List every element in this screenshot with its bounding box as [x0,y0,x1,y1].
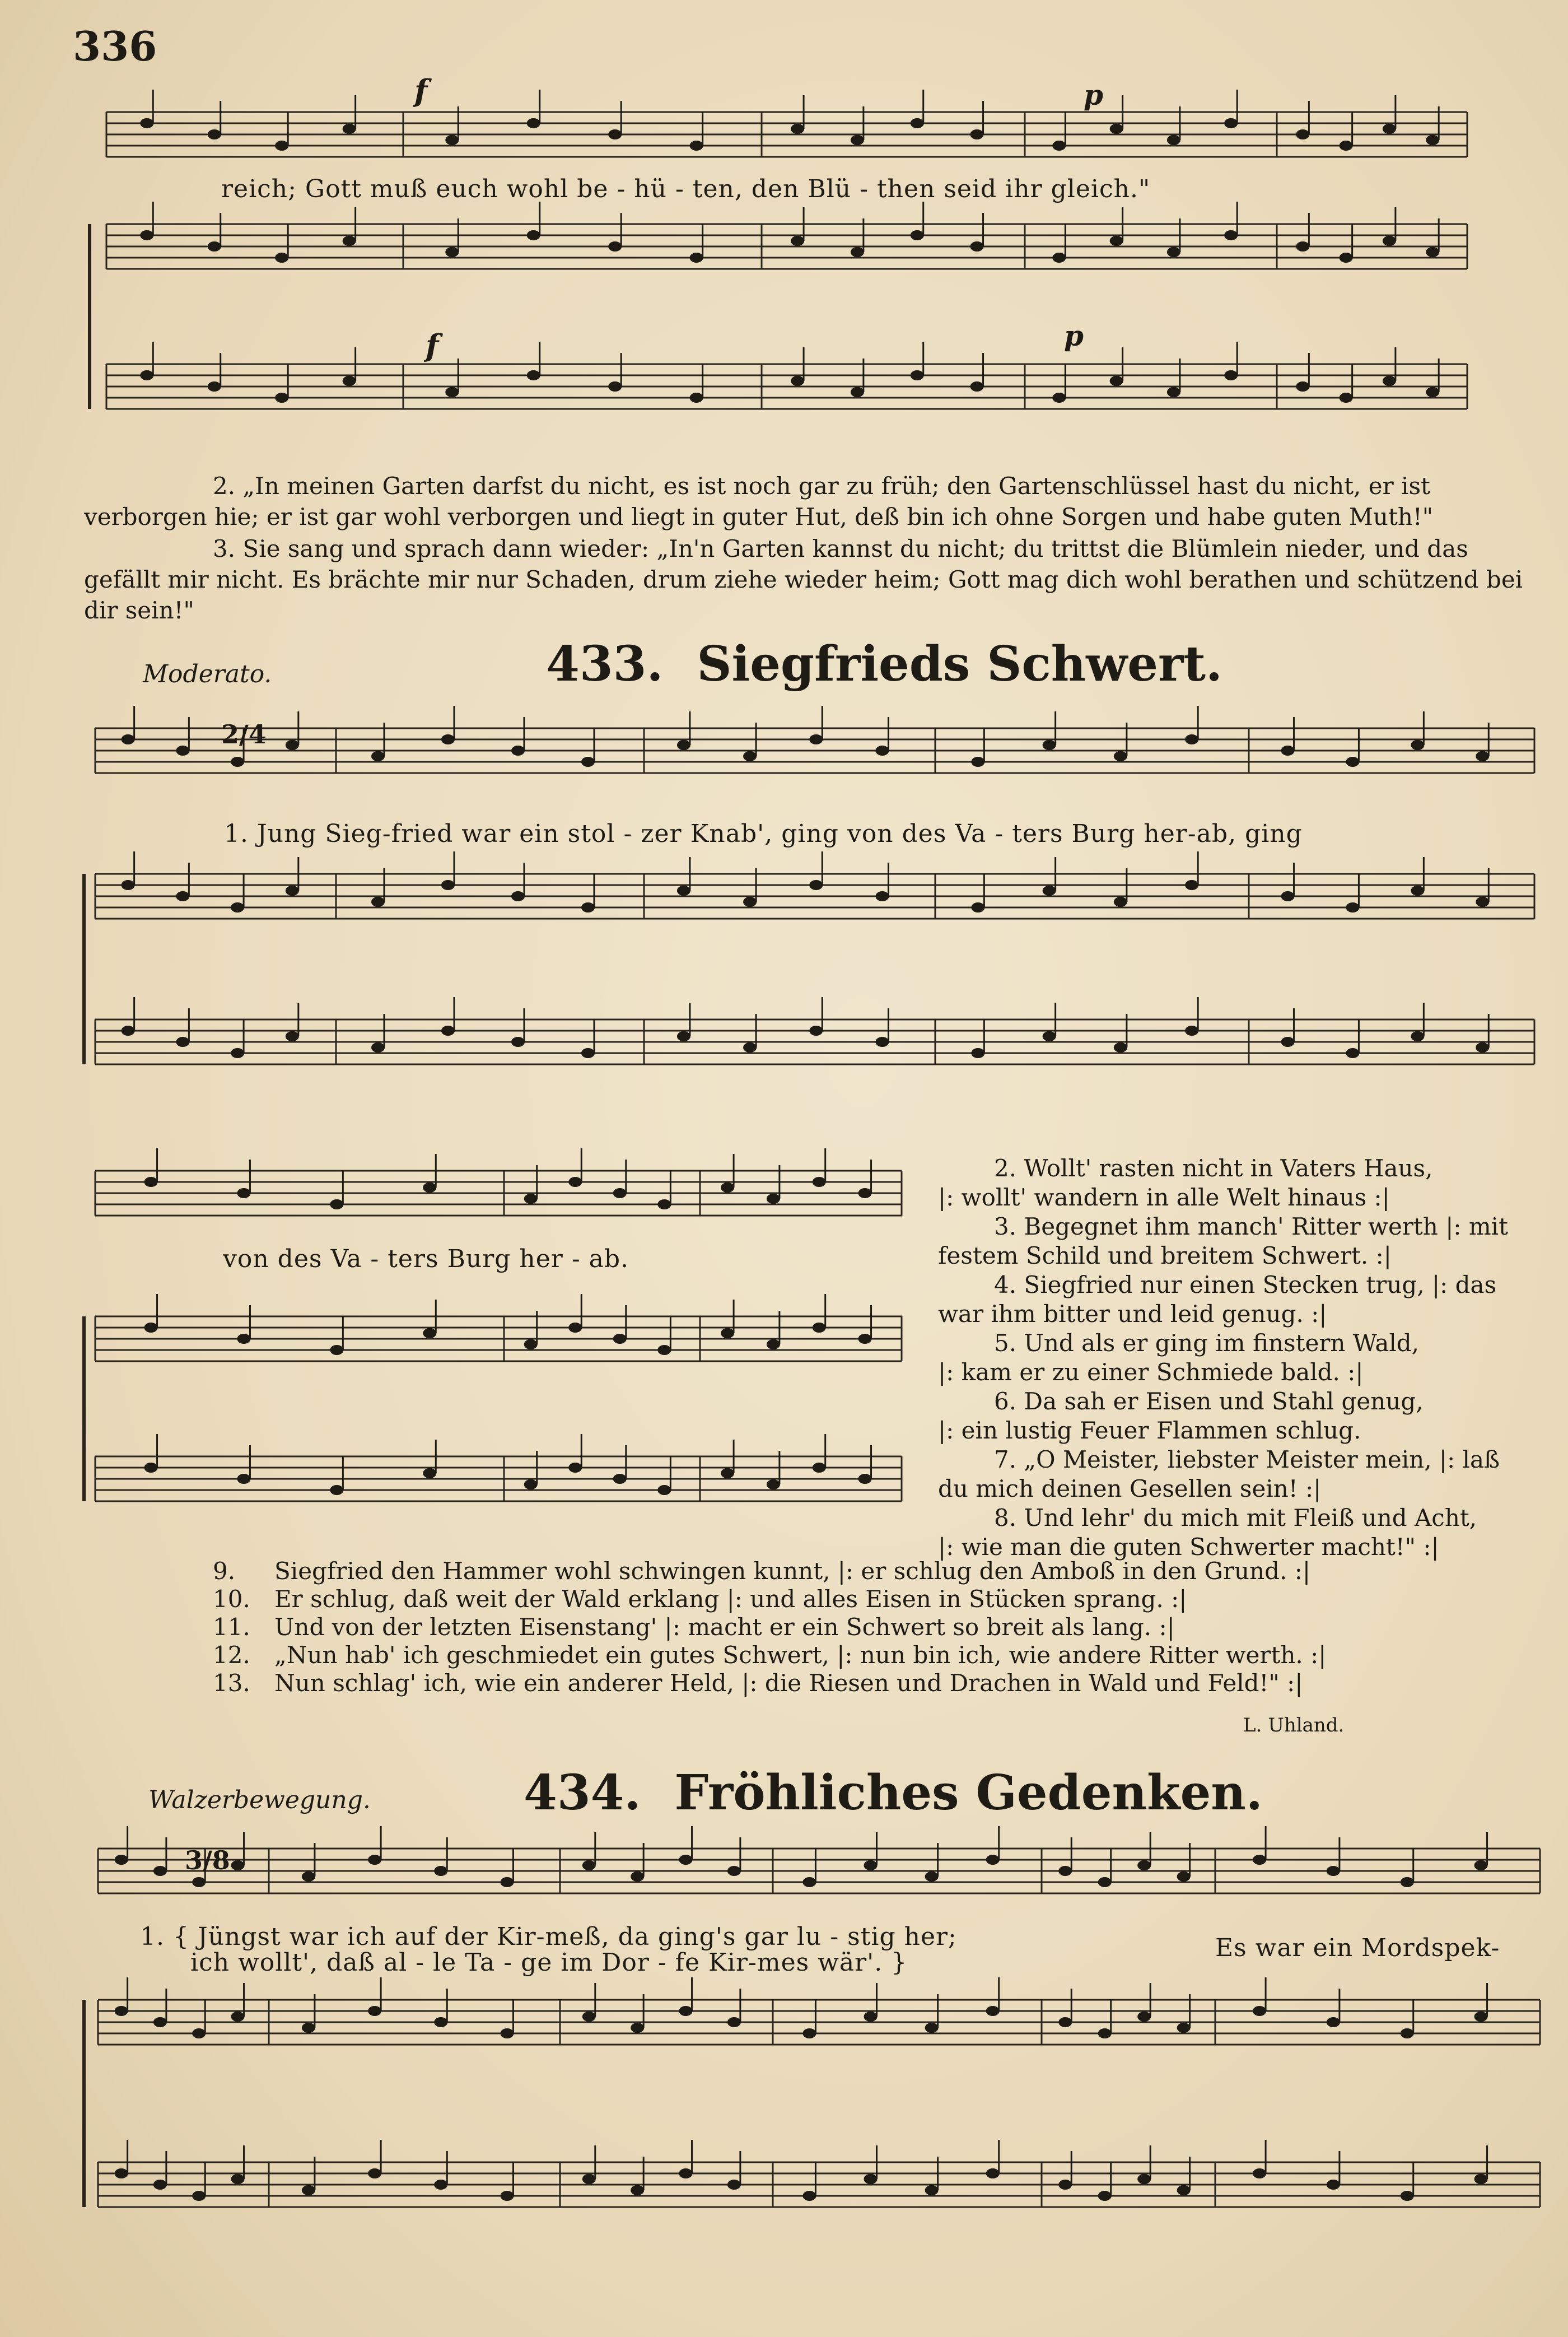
note-head [527,230,540,240]
note-head [1185,1026,1198,1036]
side-verse-line: festem Schild und breitem Schwert. :| [938,1242,1392,1269]
note-head [1137,1860,1151,1870]
note-head [122,1026,135,1036]
note-head [176,891,189,901]
song-433-lyric-line-1: 1. Jung Sieg-fried war ein stol - zer Knab', ging von des Va - ters Burg her-ab, ging [224,820,1303,848]
note-head [809,1026,823,1036]
note-head [371,1042,385,1053]
note-head [1052,141,1066,151]
note-head [445,387,459,397]
note-head [286,740,299,750]
song-434-title: Fröhliches Gedenken. [674,1765,1263,1821]
note-head [679,1855,693,1865]
note-head [1167,247,1180,257]
note-head [582,2012,596,2022]
note-head [1340,141,1353,151]
note-head [231,1048,244,1058]
note-head [1401,2028,1414,2038]
note-head [1110,376,1123,386]
note-head [657,1485,671,1495]
note-head [657,1345,671,1355]
note-head [1253,2006,1266,2016]
note-head [608,241,622,252]
note-head [791,236,804,246]
note-head [275,253,288,263]
note-head [1426,387,1439,397]
note-head [727,2017,741,2027]
note-head [144,1323,158,1333]
song-434-title-block [524,1765,1263,1821]
note-head [1058,2017,1072,2027]
note-head [153,2180,167,2190]
song-434-number: 434. [524,1765,641,1821]
note-head [423,1468,436,1478]
side-verse-line: |: ein lustig Feuer Flammen schlug. [938,1417,1361,1444]
note-head [1476,751,1489,761]
note-head [511,891,525,901]
note-head [1224,370,1238,380]
note-head [1474,2012,1488,2022]
note-head [690,141,703,151]
note-head [1340,253,1353,263]
note-head [970,241,984,252]
note-head [343,376,356,386]
note-head [140,118,153,128]
note-head [1114,897,1127,907]
note-head [1098,2028,1112,2038]
note-head [813,1463,826,1473]
note-head [1327,1866,1340,1876]
side-verse-line: du mich deinen Gesellen sein! :| [938,1475,1322,1502]
note-head [986,1855,1000,1865]
note-head [875,746,889,756]
note-head [813,1177,826,1187]
note-head [500,2191,514,2201]
note-head [1058,2180,1072,2190]
note-head [721,1328,734,1338]
note-head [875,1037,889,1047]
note-head [368,1855,381,1865]
note-head [176,1037,189,1047]
note-head [1411,1031,1424,1041]
note-head [677,740,690,750]
note-head [677,886,690,896]
note-head [791,124,804,134]
note-head [802,1877,816,1887]
note-head [1346,757,1359,767]
song-434-lyric-line-2: ich wollt', daß al - le Ta - ge im Dor - fe Kir-mes wär'. } [190,1948,908,1977]
note-head [275,393,288,403]
verse-number: 9. [213,1557,236,1585]
verse-number: 11. [213,1613,250,1641]
note-head [568,1463,582,1473]
song-433-title: Siegfrieds Schwert. [697,636,1222,692]
note-head [802,2191,816,2201]
note-head [1114,751,1127,761]
note-head [1224,118,1238,128]
note-head [1167,387,1180,397]
note-head [1346,1048,1359,1058]
note-head [231,1860,245,1870]
note-head [1043,886,1056,896]
note-head [1058,1866,1072,1876]
note-head [231,2174,245,2184]
note-head [970,381,984,392]
note-head [631,2023,644,2033]
note-head [441,1026,455,1036]
note-head [237,1474,250,1484]
note-head [527,118,540,128]
note-head [925,2023,939,2033]
note-head [1281,1037,1295,1047]
note-head [208,381,221,392]
note-head [851,135,864,145]
note-head [275,141,288,151]
note-head [986,2006,1000,2016]
side-verse-line: 7. „O Meister, liebster Meister mein, |: laß [994,1446,1500,1473]
note-head [727,2180,741,2190]
bottom-verse [213,1641,1501,1669]
note-head [115,2006,128,2016]
note-head [1401,1877,1414,1887]
note-head [971,902,984,913]
note-head [1383,376,1396,386]
note-head [445,135,459,145]
song-433-lyric-line-2: von des Va - ters Burg her - ab. [223,1245,629,1273]
note-head [1411,886,1424,896]
note-head [153,2017,167,2027]
note-head [858,1474,872,1484]
note-head [144,1177,158,1187]
note-head [524,1339,538,1349]
note-head [613,1334,627,1344]
side-verse-line: |: wie man die guten Schwerter macht!" :| [938,1533,1439,1561]
verse-text: Siegfried den Hammer wohl schwingen kunnt, |: er schlug den Amboß in den Grund. :| [274,1557,1311,1585]
note-head [371,751,385,761]
note-head [343,124,356,134]
bottom-verse [213,1585,1501,1613]
note-head [613,1474,627,1484]
note-head [581,757,595,767]
verse-text: Nun schlag' ich, wie ein anderer Held, |: die Riesen und Drachen in Wald und Feld!" :| [274,1669,1303,1697]
side-verse-line: 3. Begegnet ihm manch' Ritter werth |: mit [994,1213,1508,1240]
note-head [445,247,459,257]
note-head [144,1463,158,1473]
note-head [679,2006,693,2016]
note-head [690,393,703,403]
note-head [1098,2191,1112,2201]
side-verse-line: |: kam er zu einer Schmiede bald. :| [938,1358,1364,1386]
note-head [631,1872,644,1882]
note-head [302,2185,315,2195]
note-head [581,1048,595,1058]
note-head [1137,2012,1151,2022]
note-head [237,1334,250,1344]
note-head [434,1866,447,1876]
note-head [1281,891,1295,901]
note-head [231,2012,245,2022]
note-head [500,2028,514,2038]
note-head [743,897,757,907]
bottom-verse [213,1669,1501,1697]
note-head [231,757,244,767]
note-head [911,230,924,240]
side-verse-line: 4. Siegfried nur einen Stecken trug, |: das [994,1271,1497,1298]
note-head [330,1345,343,1355]
prev-song-verse-2: 2. „In meinen Garten darfst du nicht, es ist noch gar zu früh; den Gartenschlüssel hast du nicht, er ist verborgen hie; er ist gar wohl verborgen und liegt in guter Hut, deß bin ich ohne Sorgen und habe guten Muth!" [84,472,1434,530]
song-434-lyric-line-1: 1. { Jüngst war ich auf der Kir-meß, da ging's gar lu - stig her; [140,1922,957,1951]
note-head [613,1188,627,1198]
side-verse-line: 6. Da sah er Eisen und Stahl genug, [994,1388,1424,1415]
note-head [1426,247,1439,257]
dynamic-forte-1: f [414,73,428,109]
note-head [302,2023,315,2033]
prev-song-lyric-line: reich; Gott muß euch wohl be - hü - ten, den Blü - then seid ihr gleich." [221,175,1151,203]
note-head [1296,129,1309,139]
note-head [1296,381,1309,392]
note-head [690,253,703,263]
note-head [524,1479,538,1489]
note-head [1177,2185,1191,2195]
note-head [809,734,823,744]
prev-song-verse-3: 3. Sie sang und sprach dann wieder: „In'n Garten kannst du nicht; du trittst die Blümlein nieder, und das gefällt mir nicht. Es brächte mir nur Schaden, drum ziehe wieder heim; Gott mag dich wohl berathen und schützend bei dir sein!" [84,535,1523,624]
note-head [343,236,356,246]
note-head [791,376,804,386]
note-head [122,880,135,890]
note-head [115,1855,128,1865]
note-head [1346,902,1359,913]
note-head [423,1328,436,1338]
note-head [423,1183,436,1193]
note-head [237,1188,250,1198]
note-head [1110,124,1123,134]
note-head [657,1199,671,1209]
note-head [527,370,540,380]
note-head [140,370,153,380]
verse-text: Er schlug, daß weit der Wald erklang |: und alles Eisen in Stücken sprang. :| [274,1585,1187,1613]
note-head [208,129,221,139]
note-head [608,381,622,392]
note-head [500,1877,514,1887]
note-head [1401,2191,1414,2201]
dynamic-forte-2: f [426,328,439,364]
side-verse-line: |: wollt' wandern in alle Welt hinaus :| [938,1184,1390,1211]
note-head [813,1323,826,1333]
note-head [809,880,823,890]
note-head [286,1031,299,1041]
note-head [1098,1877,1112,1887]
note-head [677,1031,690,1041]
song-433-tempo: Moderato. [143,660,272,688]
note-head [911,118,924,128]
note-head [286,886,299,896]
verse-text: Und von der letzten Eisenstang' |: macht er ein Schwert so breit als lang. :| [274,1613,1175,1641]
note-head [1340,393,1353,403]
note-head [441,734,455,744]
note-head [875,891,889,901]
note-head [1476,897,1489,907]
note-head [1253,1855,1266,1865]
note-head [1137,2174,1151,2184]
note-head [1052,253,1066,263]
note-head [911,370,924,380]
song-434-lyric-tail: Es war ein Mordspek- [1215,1934,1500,1962]
dynamic-piano-2: p [1064,319,1084,352]
note-head [864,1860,878,1870]
note-head [1426,135,1439,145]
note-head [1110,236,1123,246]
note-head [330,1199,343,1209]
note-head [864,2012,878,2022]
note-head [1253,2168,1266,2178]
note-head [767,1479,780,1489]
note-head [581,902,595,913]
note-head [986,2168,1000,2178]
note-head [1043,1031,1056,1041]
note-head [330,1485,343,1495]
verse-number: 13. [213,1669,250,1697]
note-head [1224,230,1238,240]
note-head [1411,740,1424,750]
note-head [1296,241,1309,252]
note-head [371,897,385,907]
note-head [568,1323,582,1333]
note-head [153,1866,167,1876]
note-head [721,1468,734,1478]
verse-text: „Nun hab' ich geschmiedet ein gutes Schwert, |: nun bin ich, wie andere Ritter werth. :| [274,1641,1327,1669]
song-433-credit: L. Uhland. [1243,1714,1345,1737]
note-head [122,734,135,744]
note-head [767,1339,780,1349]
note-head [434,2017,447,2027]
note-head [192,1877,206,1887]
note-head [851,247,864,257]
note-head [208,241,221,252]
note-head [970,129,984,139]
note-head [1052,393,1066,403]
note-head [971,1048,984,1058]
note-head [568,1177,582,1187]
page-number: 336 [73,22,157,70]
note-head [858,1188,872,1198]
time-signature-433: 2/4 [221,719,267,749]
note-head [302,1872,315,1882]
note-head [524,1194,538,1204]
note-head [743,1042,757,1053]
note-head [231,902,244,913]
note-head [631,2185,644,2195]
note-head [971,757,984,767]
side-verse-line: 8. Und lehr' du mich mit Fleiß und Acht, [994,1504,1477,1531]
note-head [1383,124,1396,134]
note-head [925,2185,939,2195]
side-verse-line: war ihm bitter und leid genug. :| [938,1300,1327,1328]
verse-number: 10. [213,1585,250,1613]
time-signature-434: 3/8 [185,1845,230,1875]
song-433-number: 433. [546,636,664,692]
note-head [368,2168,381,2178]
note-head [1327,2017,1340,2027]
note-head [140,230,153,240]
note-head [582,1860,596,1870]
note-head [1177,1872,1191,1882]
side-verse-line: 2. Wollt' rasten nicht in Vaters Haus, [994,1154,1433,1182]
note-head [858,1334,872,1344]
note-head [368,2006,381,2016]
note-head [1043,740,1056,750]
note-head [511,1037,525,1047]
note-head [115,2168,128,2178]
note-head [864,2174,878,2184]
note-head [1114,1042,1127,1053]
note-head [176,746,189,756]
song-433-bottom-verses [213,1557,1501,1697]
note-head [1476,1042,1489,1053]
note-head [1177,2023,1191,2033]
verse-number: 12. [213,1641,250,1669]
note-head [582,2174,596,2184]
note-head [721,1183,734,1193]
note-head [727,1866,741,1876]
note-head [767,1194,780,1204]
bottom-verse [213,1613,1501,1641]
bottom-verse [213,1557,1501,1585]
note-head [192,2028,206,2038]
note-head [434,2180,447,2190]
song-433-title-block [546,636,1222,692]
note-head [1474,2174,1488,2184]
note-head [192,2191,206,2201]
dynamic-piano-1: p [1084,78,1103,111]
note-head [1327,2180,1340,2190]
note-head [1167,135,1180,145]
note-head [925,1872,939,1882]
note-head [1185,734,1198,744]
note-head [851,387,864,397]
song-433-side-verses [938,1154,1543,1562]
note-head [743,751,757,761]
note-head [511,746,525,756]
note-head [1474,1860,1488,1870]
note-head [679,2168,693,2178]
note-head [608,129,622,139]
note-head [441,880,455,890]
note-head [1281,746,1295,756]
side-verse-line: 5. Und als er ging im finstern Wald, [994,1329,1420,1357]
song-434-tempo: Walzerbewegung. [148,1786,371,1814]
note-head [802,2028,816,2038]
note-head [1383,236,1396,246]
note-head [1185,880,1198,890]
